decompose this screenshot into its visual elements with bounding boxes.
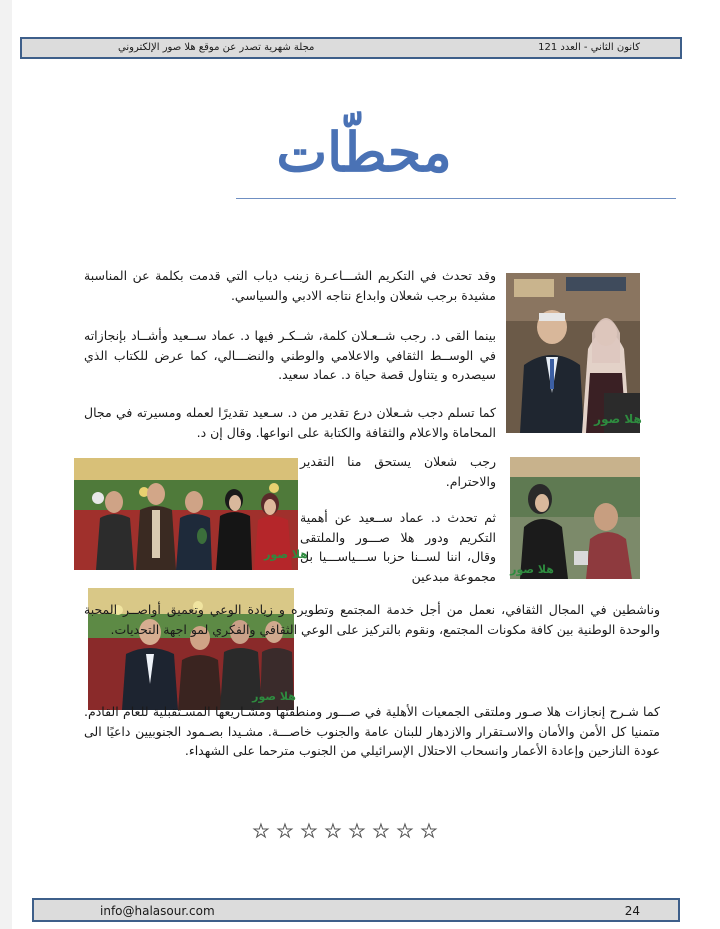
star-icon: ★ bbox=[372, 821, 390, 842]
star-icon: ★ bbox=[252, 821, 270, 842]
paragraph-award-continued: رجب شعلان يستحق منا التقدير والاحترام. bbox=[300, 454, 496, 489]
star-divider bbox=[250, 822, 440, 842]
star-icon: ★ bbox=[396, 821, 414, 842]
star-icon: ★ bbox=[420, 821, 438, 842]
paragraph-shield-award: كما تسلم دجب شـعلان درع تقدير من د. سـعيد تقديرًا لعمله ومسيرته في مجال المحاماة والاعلام والثقافة والكتابة على انواعها. وقال إن د. bbox=[84, 405, 496, 440]
contact-email: info@halasour.com bbox=[100, 904, 215, 918]
page-number: 24 bbox=[624, 904, 640, 918]
photo-3-watermark: هلا صور bbox=[264, 548, 308, 561]
title-divider bbox=[236, 198, 676, 199]
paragraph-saeed-speech-continued: وناشطين في المجال الثقافي، نعمل من أجل خدمة المجتمع وتطويره و زيادة الوعي وتعميق أواصــر المحبة والوحدة الوطنية بين كافة مكونات المجتمع، ونقوم بالتركيز على الوعي الثقافي والفكري لمو اجهة التحديات. bbox=[84, 602, 660, 637]
page-header bbox=[20, 37, 682, 59]
paragraph-shaalan-speech: بينما القى د. رجب شــعـلان كلمة، شــكـر فيها د. عماد ســعيد وأشــاد بإنجازاته في الوســط الثقافي والاعلامي والوطني والنضـــالي، كما عرض للكتاب الذي سيصدره و يتناول قصة حياة د. عماد سعيد. bbox=[84, 328, 496, 382]
photo-4-watermark: هلا صور bbox=[252, 690, 296, 703]
section-title: محطّات bbox=[276, 120, 452, 184]
photo-honoree-with-poet bbox=[506, 273, 640, 433]
paragraph-achievements: كما شـرح إنجازات هلا صـور وملتقى الجمعيات الأهلية في صـــور ومنطقتها ومشـاريعها المسـتقبلية للعام القادم. متمنيا كل الأمن والأمان والاسـتقرار والازدهار للبنان عامة والجنوب خاصـــة. مشـيدا بصـمود الجنوبيين داعيًا الى عودة النازحين وإعادة الأعمار وانسحاب الاحتلال الإسرائيلي من الجنوب مترحما على الشهداء. bbox=[84, 704, 660, 758]
star-icon: ★ bbox=[300, 821, 318, 842]
photo-group-award bbox=[74, 458, 308, 570]
page-edge bbox=[0, 0, 12, 929]
paragraph-saeed-speech: ثم تحدث د. عماد ســعيد عن أهمية التكريم ودور هلا صـــور والملتقى وقال، اننا لســنا حزبا ســـياســـيا بل مجموعة مبدعين bbox=[300, 510, 496, 584]
photo-2-watermark: هلا صور bbox=[510, 563, 554, 576]
photo-1-watermark: هلا صور bbox=[594, 412, 642, 426]
page-footer bbox=[32, 898, 680, 922]
photo-women-conversation bbox=[510, 457, 640, 579]
star-icon: ★ bbox=[348, 821, 366, 842]
issue-label: كانون الثاني - العدد 121 bbox=[538, 42, 640, 53]
paragraph-poet-speech: وقد تحدث في التكريم الشـــاعـرة زينب دياب التي قدمت بكلمة عن المناسبة مشيدة برجب شعلان وابداع نتاجه الادبي والسياسي. bbox=[84, 268, 496, 303]
star-icon: ★ bbox=[324, 821, 342, 842]
magazine-tagline: مجلة شهرية تصدر عن موقع هلا صور الإلكتروني bbox=[118, 42, 315, 53]
star-icon: ★ bbox=[276, 821, 294, 842]
